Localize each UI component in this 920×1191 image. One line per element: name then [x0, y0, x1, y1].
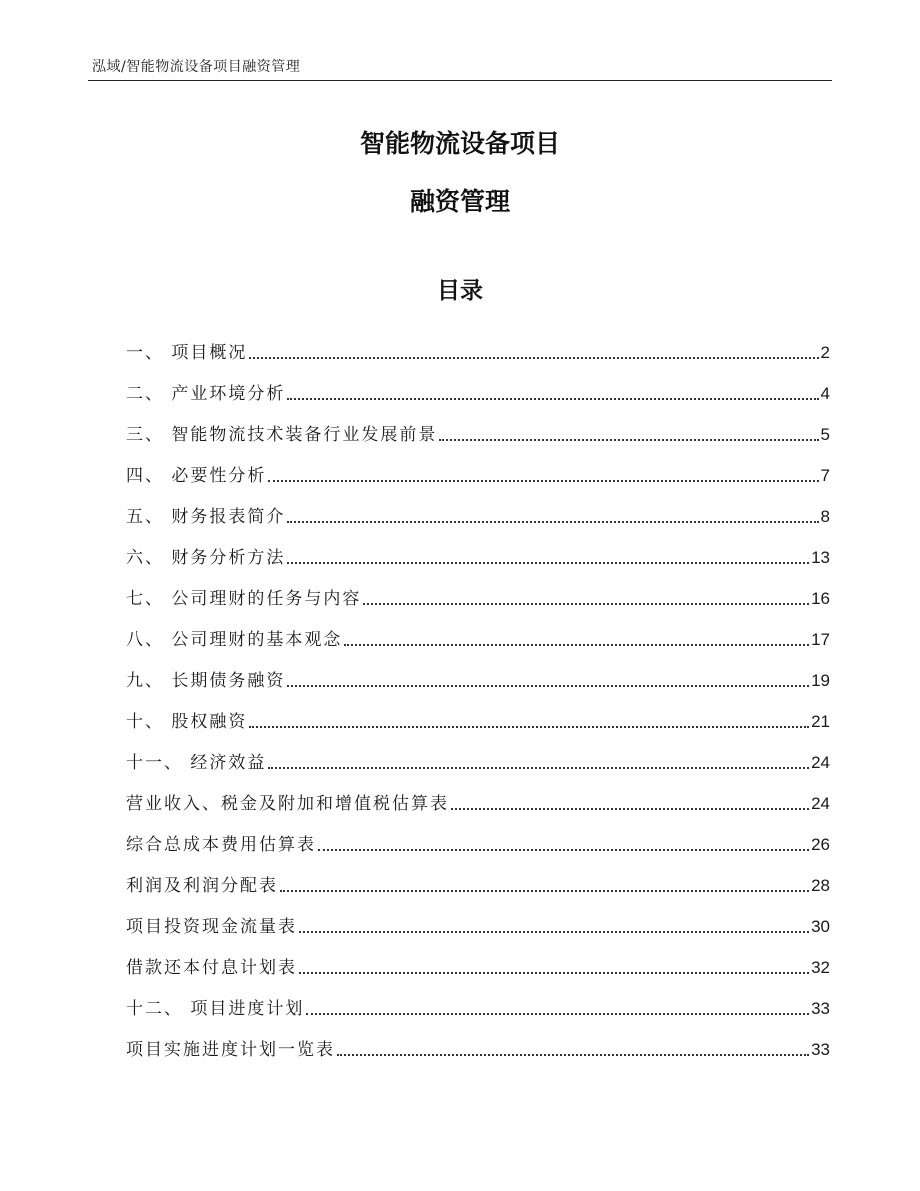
toc-entry-page: 33 [811, 1040, 830, 1059]
toc-entry-page: 30 [811, 917, 830, 936]
toc-entry[interactable] [126, 857, 830, 898]
toc-entry-label: 七、 公司理财的任务与内容 [126, 589, 362, 609]
toc-entry-page: 4 [820, 384, 830, 403]
toc-entry-label: 十一、 经济效益 [126, 753, 267, 773]
toc-entry-label: 二、 产业环境分析 [126, 384, 286, 404]
header-divider [88, 80, 832, 81]
toc-leader-dots [287, 521, 818, 523]
running-header: 泓域/智能物流设备项目融资管理 [92, 59, 301, 75]
toc-entry-label: 十、 股权融资 [126, 712, 248, 732]
toc-entry-label: 一、 项目概况 [126, 343, 248, 363]
toc-entry-label: 四、 必要性分析 [126, 466, 267, 486]
toc-entry-page: 26 [811, 835, 830, 854]
toc-entry[interactable] [126, 611, 830, 652]
toc-entry[interactable] [126, 365, 830, 406]
toc-entry-label: 营业收入、税金及附加和增值税估算表 [126, 794, 449, 814]
toc-entry[interactable] [126, 898, 830, 939]
toc-entry[interactable] [126, 939, 830, 980]
toc-leader-dots [299, 931, 809, 933]
toc-entry[interactable] [126, 980, 830, 1021]
toc-entry-label: 三、 智能物流技术装备行业发展前景 [126, 425, 438, 445]
toc-leader-dots [287, 562, 809, 564]
toc-entry-label: 六、 财务分析方法 [126, 548, 286, 568]
table-of-contents [126, 324, 830, 1062]
toc-entry[interactable] [126, 447, 830, 488]
document-title-line-1: 智能物流设备项目 [359, 129, 560, 158]
toc-entry[interactable] [126, 324, 830, 365]
toc-entry-page: 7 [820, 466, 830, 485]
toc-entry-label: 五、 财务报表简介 [126, 507, 286, 527]
toc-leader-dots [280, 890, 809, 892]
toc-entry-page: 13 [811, 548, 830, 567]
toc-leader-dots [287, 398, 818, 400]
toc-entry-page: 16 [811, 589, 830, 608]
toc-entry[interactable] [126, 529, 830, 570]
toc-entry[interactable] [126, 488, 830, 529]
toc-entry[interactable] [126, 570, 830, 611]
toc-entry[interactable] [126, 652, 830, 693]
toc-entry[interactable] [126, 693, 830, 734]
toc-leader-dots [318, 849, 809, 851]
toc-leader-dots [306, 1013, 809, 1015]
document-title-line-2: 融资管理 [409, 187, 510, 216]
toc-entry[interactable] [126, 734, 830, 775]
toc-entry-page: 28 [811, 876, 830, 895]
toc-entry-page: 21 [811, 712, 830, 731]
toc-entry-label: 综合总成本费用估算表 [126, 835, 316, 855]
toc-entry-page: 24 [811, 753, 830, 772]
toc-entry[interactable] [126, 775, 830, 816]
toc-entry[interactable] [126, 1021, 830, 1062]
toc-entry-label: 九、 长期债务融资 [126, 671, 286, 691]
toc-leader-dots [299, 972, 809, 974]
toc-leader-dots [337, 1054, 809, 1056]
toc-leader-dots [249, 726, 809, 728]
toc-leader-dots [268, 767, 809, 769]
toc-leader-dots [451, 808, 809, 810]
toc-leader-dots [268, 480, 818, 482]
toc-leader-dots [249, 357, 818, 359]
toc-entry-label: 利润及利润分配表 [126, 876, 278, 896]
toc-entry-page: 8 [820, 507, 830, 526]
toc-entry-label: 项目实施进度计划一览表 [126, 1040, 335, 1060]
toc-heading: 目录 [437, 278, 483, 304]
toc-entry-page: 19 [811, 671, 830, 690]
toc-leader-dots [344, 644, 809, 646]
toc-entry-label: 借款还本付息计划表 [126, 958, 297, 978]
toc-entry[interactable] [126, 816, 830, 857]
toc-leader-dots [439, 439, 818, 441]
toc-leader-dots [363, 603, 809, 605]
toc-entry-page: 24 [811, 794, 830, 813]
toc-entry-page: 2 [820, 343, 830, 362]
toc-entry-label: 项目投资现金流量表 [126, 917, 297, 937]
toc-entry-page: 33 [811, 999, 830, 1018]
toc-entry-page: 5 [820, 425, 830, 444]
toc-entry-label: 八、 公司理财的基本观念 [126, 630, 343, 650]
toc-entry[interactable] [126, 406, 830, 447]
toc-leader-dots [287, 685, 809, 687]
toc-entry-page: 32 [811, 958, 830, 977]
toc-entry-page: 17 [811, 630, 830, 649]
toc-entry-label: 十二、 项目进度计划 [126, 999, 305, 1019]
